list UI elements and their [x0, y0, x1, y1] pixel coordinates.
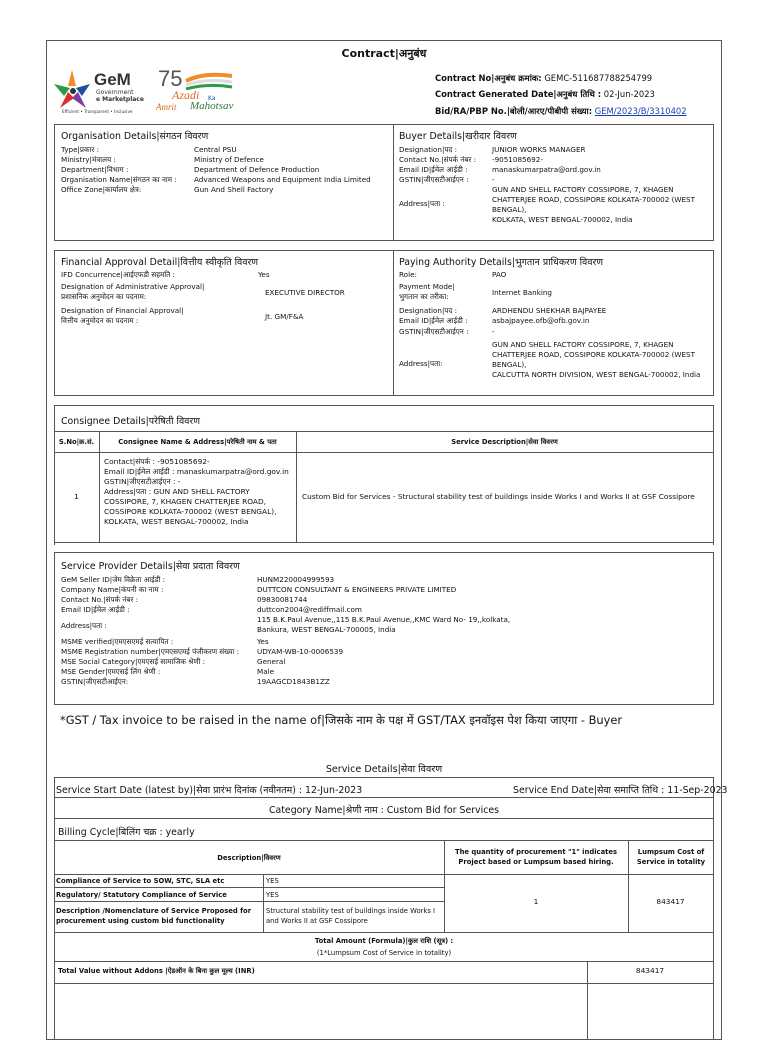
service-start-value: 12-Jun-2023: [304, 785, 363, 796]
buyer-details-heading: Buyer Details|खरीदार विवरण: [399, 131, 517, 142]
gst-invoice-note: *GST / Tax invoice to be raised in the name of|जिसके नाम के पक्ष में GST/TAX इनवॉइस पेश किया जाएगा - Buyer: [60, 713, 623, 727]
fin-approval-label-2: वित्तीय अनुमोदन का पदनाम :: [61, 316, 139, 325]
consignee-sno: 1: [74, 492, 79, 501]
service-start-row: [56, 783, 362, 796]
consignee-service-description: Custom Bid for Services - Structural stability test of buildings inside Works I and Works II at GSF Cossipore: [302, 492, 695, 501]
ifd-label: IFD Concurrence|आईएफडी सहमति :: [61, 270, 175, 279]
category-name: Category Name|श्रेणी नाम : Custom Bid for Services: [268, 805, 500, 816]
org-department-label: Department|विभाग :: [61, 165, 129, 174]
provider-row: [61, 667, 711, 677]
buyer-address-line-2: KOLKATA, WEST BENGAL-700002, India: [492, 215, 633, 224]
total-without-addons-value: 843417: [635, 966, 665, 975]
total-amount-label: Total Amount (Formula)|कुल राशि (सूत्र) :: [314, 937, 454, 945]
pay-mode-label-2: भुगतान का तरीका:: [399, 292, 449, 301]
buyer-address-label: Address|पता :: [399, 199, 445, 208]
org-name-label: Organisation Name|संगठन का नाम :: [61, 175, 177, 184]
org-row: [61, 155, 391, 165]
pay-designation-label: Designation|पद :: [399, 306, 458, 315]
desc-row-1-value: YES: [266, 877, 279, 885]
gem-tagline: Efficient • Transparent • Inclusive: [62, 109, 133, 114]
provider-row: [61, 605, 711, 615]
provider-row: [61, 677, 711, 687]
mse-social-label: MSE Social Category|एमएसई सामाजिक श्रेणी :: [61, 657, 206, 666]
gem-sub-2: e Marketplace: [96, 96, 144, 103]
pay-mode-label-1: Payment Mode|: [399, 282, 455, 291]
org-type-label: Type|प्रकार :: [61, 145, 100, 154]
paying-authority-heading: Paying Authority Details|भुगतान प्राधिकरण विवरण: [399, 257, 604, 268]
cost-value: 843417: [656, 897, 685, 906]
admin-approval-label-1: Designation of Administrative Approval|: [61, 282, 205, 291]
desc-row-3-value: Structural stability test of buildings inside Works I and Works II at GSF Cossipore: [266, 907, 436, 925]
company-name-label: Company Name|कंपनी का नाम :: [61, 585, 164, 594]
buyer-email-label: Email ID|ईमेल आईडी :: [399, 165, 468, 174]
contract-date-value: 02-Jun-2023: [603, 89, 655, 99]
consignee-email: Email ID|ईमेल आईडी : manaskumarpatra@ord.gov.in: [104, 467, 289, 476]
pay-gstin-label: GSTIN|जीएसटीआईएन :: [399, 327, 469, 336]
contract-number-value: GEMC-511687788254799: [544, 73, 653, 83]
buyer-row: [399, 175, 711, 185]
desc-row-1-label: Compliance of Service to SOW, STC, SLA etc: [56, 877, 225, 885]
buyer-details-table: [399, 145, 711, 229]
bid-number-link[interactable]: GEM/2023/B/3310402: [594, 106, 687, 116]
seller-id-value: HUNM220004999593: [257, 575, 335, 584]
gem-emblem-icon: [52, 68, 94, 114]
provider-address-label: Address|पता :: [61, 621, 107, 630]
provider-row: [61, 647, 711, 657]
org-row: [61, 165, 391, 175]
org-row: [61, 185, 391, 195]
consignee-col-service: Service Description|सेवा विवरण: [451, 438, 558, 446]
org-department-value: Department of Defence Production: [194, 165, 320, 174]
buyer-gstin-value: -: [492, 175, 495, 184]
fin-approval-value: Jt. GM/F&A: [265, 312, 304, 321]
consignee-col-sno: S.No|क्र.सं.: [58, 438, 95, 446]
contract-number-label: Contract No|अनुबंध क्रमांक:: [435, 73, 542, 83]
provider-email-label: Email ID|ईमेल आईडी :: [61, 605, 130, 614]
pay-role-value: PAO: [492, 270, 507, 279]
buyer-address-row: [399, 185, 711, 229]
qty-value: 1: [533, 897, 539, 906]
desc-row-2-value: YES: [266, 891, 279, 899]
service-end-label: Service End Date|सेवा समाप्ति तिथि :: [513, 785, 665, 796]
msme-reg-label: MSME Registration number|एमएसएमई पंजीकरण संख्या :: [61, 647, 240, 656]
gem-name: GeM: [94, 70, 131, 89]
org-row: [61, 145, 391, 155]
gem-logo: [52, 68, 148, 118]
bid-number-label: Bid/RA/PBP No.|बोली/आरए/पीबीपी संख्या:: [435, 106, 593, 116]
provider-contact-value: 09830081744: [257, 595, 308, 604]
provider-contact-label: Contact No.|संपर्क नंबर :: [61, 595, 139, 604]
azadi-75: 75: [158, 66, 183, 91]
desc-row-2-label: Regulatory/ Statutory Compliance of Service: [56, 891, 227, 899]
msme-verified-value: Yes: [257, 637, 269, 646]
consignee-address-4: KOLKATA, WEST BENGAL-700002, India: [104, 517, 249, 526]
ifd-value: Yes: [258, 270, 270, 279]
org-type-value: Central PSU: [194, 145, 237, 154]
service-provider-heading: Service Provider Details|सेवा प्रदाता विवरण: [61, 561, 240, 572]
azadi-ka: Ka: [208, 95, 216, 102]
billing-cycle: Billing Cycle|बिलिंग चक्र : yearly: [58, 827, 195, 838]
buyer-email-value: manaskumarpatra@ord.gov.in: [492, 165, 601, 174]
total-without-addons-label: Total Value without Addons |ऐडऑन के बिना कुल मूल्य (INR): [58, 967, 255, 975]
azadi-mahotsav: Mahotsav: [190, 100, 234, 112]
consignee-contact: Contact|संपर्क : -9051085692-: [104, 457, 210, 466]
qty-col-header: The quantity of procurement "1" indicates Project based or Lumpsum based hiring.: [454, 848, 618, 866]
org-zone-label: Office Zone|कार्यालय क्षेत्र:: [61, 185, 142, 194]
consignee-address-3: COSSIPORE KOLKATA-700002 (WEST BENGAL),: [104, 507, 277, 516]
consignee-gstin: GSTIN|जीएसटीआईएन : -: [104, 477, 181, 486]
service-end-value: 11-Sep-2023: [667, 785, 728, 796]
admin-approval-value: EXECUTIVE DIRECTOR: [265, 288, 345, 297]
pay-address-line-2: CALCUTTA NORTH DIVISION, WEST BENGAL-700002, India: [492, 370, 701, 379]
seller-id-label: GeM Seller ID|जेम विक्रेता आईडी :: [61, 575, 166, 584]
msme-reg-value: UDYAM-WB-10-0006539: [257, 647, 344, 656]
org-ministry-value: Ministry of Defence: [194, 155, 264, 164]
admin-approval-label-2: प्रशासनिक अनुमोदन का पदनाम:: [61, 292, 147, 301]
consignee-heading: Consignee Details|परेषिती विवरण: [61, 416, 201, 427]
provider-address-line-1: 115 B.K.Paul Avenue,,115 B.K.Paul Avenue,,KMC Ward No- 19,,kolkata,: [257, 615, 511, 624]
buyer-row: [399, 165, 711, 175]
provider-row: [61, 585, 711, 595]
provider-row: [61, 657, 711, 667]
provider-address-row: [61, 615, 711, 637]
consignee-address-block: [104, 457, 294, 527]
pay-address-line: GUN AND SHELL FACTORY COSSIPORE, 7, KHAGEN CHATTERJEE ROAD, COSSIPORE KOLKATA-700002 (WEST BENGAL),: [492, 340, 695, 369]
provider-address-line-2: Bankura, WEST BENGAL-700005, India: [257, 625, 396, 634]
pay-address-value: [492, 340, 712, 380]
pay-address-label: Address|पता:: [399, 359, 443, 368]
contract-number-row: [435, 73, 652, 83]
buyer-gstin-label: GSTIN|जीएसटीआईएन :: [399, 175, 469, 184]
service-start-label: Service Start Date (latest by)|सेवा प्रारंभ दिनांक (नवीनतम) :: [56, 785, 302, 796]
provider-gstin-label: GSTIN|जीएसटीआईएन:: [61, 677, 129, 686]
consignee-address-2: COSSIPORE, 7, KHAGEN CHATTERJEE ROAD,: [104, 497, 267, 506]
pay-role-label: Role:: [399, 270, 417, 279]
msme-verified-label: MSME verified|एमएसएमई सत्यापित :: [61, 637, 174, 646]
bid-number-row: [435, 106, 687, 116]
service-provider-table: [61, 575, 711, 687]
pay-email-value: asbajpayee.ofb@ofb.gov.in: [492, 316, 590, 325]
provider-row: [61, 595, 711, 605]
buyer-contact-label: Contact No.|संपर्क नंबर :: [399, 155, 477, 164]
pay-mode-value: Internet Banking: [492, 288, 552, 297]
contract-date-label: Contract Generated Date|अनुबंध तिथि :: [435, 89, 602, 99]
service-end-row: [513, 783, 728, 796]
buyer-row: [399, 145, 711, 155]
desc-col-header: Description|विवरण: [217, 854, 281, 862]
provider-email-value: duttcon2004@rediffmail.com: [257, 605, 362, 614]
company-name-value: DUTTCON CONSULTANT & ENGINEERS PRIVATE LIMITED: [257, 585, 457, 594]
contract-date-row: [435, 89, 655, 99]
service-details-heading: Service Details|सेवा विवरण: [325, 764, 443, 775]
buyer-designation-value: JUNIOR WORKS MANAGER: [492, 145, 586, 154]
total-amount-formula: (1*Lumpsum Cost of Service in totality): [316, 949, 452, 957]
pay-designation-value: ARDHENDU SHEKHAR BAJPAYEE: [492, 306, 607, 315]
page-title: Contract|अनुबंध: [341, 47, 427, 60]
azadi-word: Azadi: [172, 88, 200, 102]
buyer-designation-label: Designation|पद :: [399, 145, 458, 154]
financial-approval-heading: Financial Approval Detail|वित्तीय स्वीकृति विवरण: [61, 257, 259, 268]
azadi-amrit: Amrit: [156, 102, 177, 112]
org-zone-value: Gun And Shell Factory: [194, 185, 274, 194]
mse-social-value: General: [257, 657, 286, 666]
mse-gender-label: MSE Gender|एमएसई लिंग श्रेणी :: [61, 667, 161, 676]
buyer-row: [399, 155, 711, 165]
provider-row: [61, 575, 711, 585]
pay-email-label: Email ID|ईमेल आईडी :: [399, 316, 468, 325]
mse-gender-value: Male: [257, 667, 275, 676]
desc-row-3-label: Description /Nomenclature of Service Proposed for procurement using custom bid functionality: [56, 907, 252, 925]
provider-gstin-value: 19AAGCD1843B1ZZ: [257, 677, 330, 686]
pay-gstin-value: -: [492, 327, 495, 336]
cost-col-header: Lumpsum Cost of Service in totality: [636, 848, 706, 866]
org-details-table: [61, 145, 391, 195]
org-ministry-label: Ministry|मंत्रालय :: [61, 155, 116, 164]
fin-approval-label-1: Designation of Financial Approval|: [61, 306, 184, 315]
buyer-address-line: GUN AND SHELL FACTORY COSSIPORE, 7, KHAGEN CHATTERJEE ROAD, COSSIPORE KOLKATA-700002 (WEST BENGAL),: [492, 185, 695, 214]
buyer-contact-value: -9051085692-: [492, 155, 543, 164]
org-name-value: Advanced Weapons and Equipment India Limited: [194, 175, 371, 184]
buyer-address-value: [492, 185, 712, 225]
azadi-logo: [150, 68, 250, 118]
org-details-heading: Organisation Details|संगठन विवरण: [61, 131, 209, 142]
gem-sub-1: Government: [96, 89, 134, 96]
org-row: [61, 175, 391, 185]
consignee-col-name: Consignee Name & Address|परेषिती नाम & पता: [118, 438, 277, 446]
consignee-address-1: Address|पता : GUN AND SHELL FACTORY: [104, 487, 250, 496]
provider-row: [61, 637, 711, 647]
